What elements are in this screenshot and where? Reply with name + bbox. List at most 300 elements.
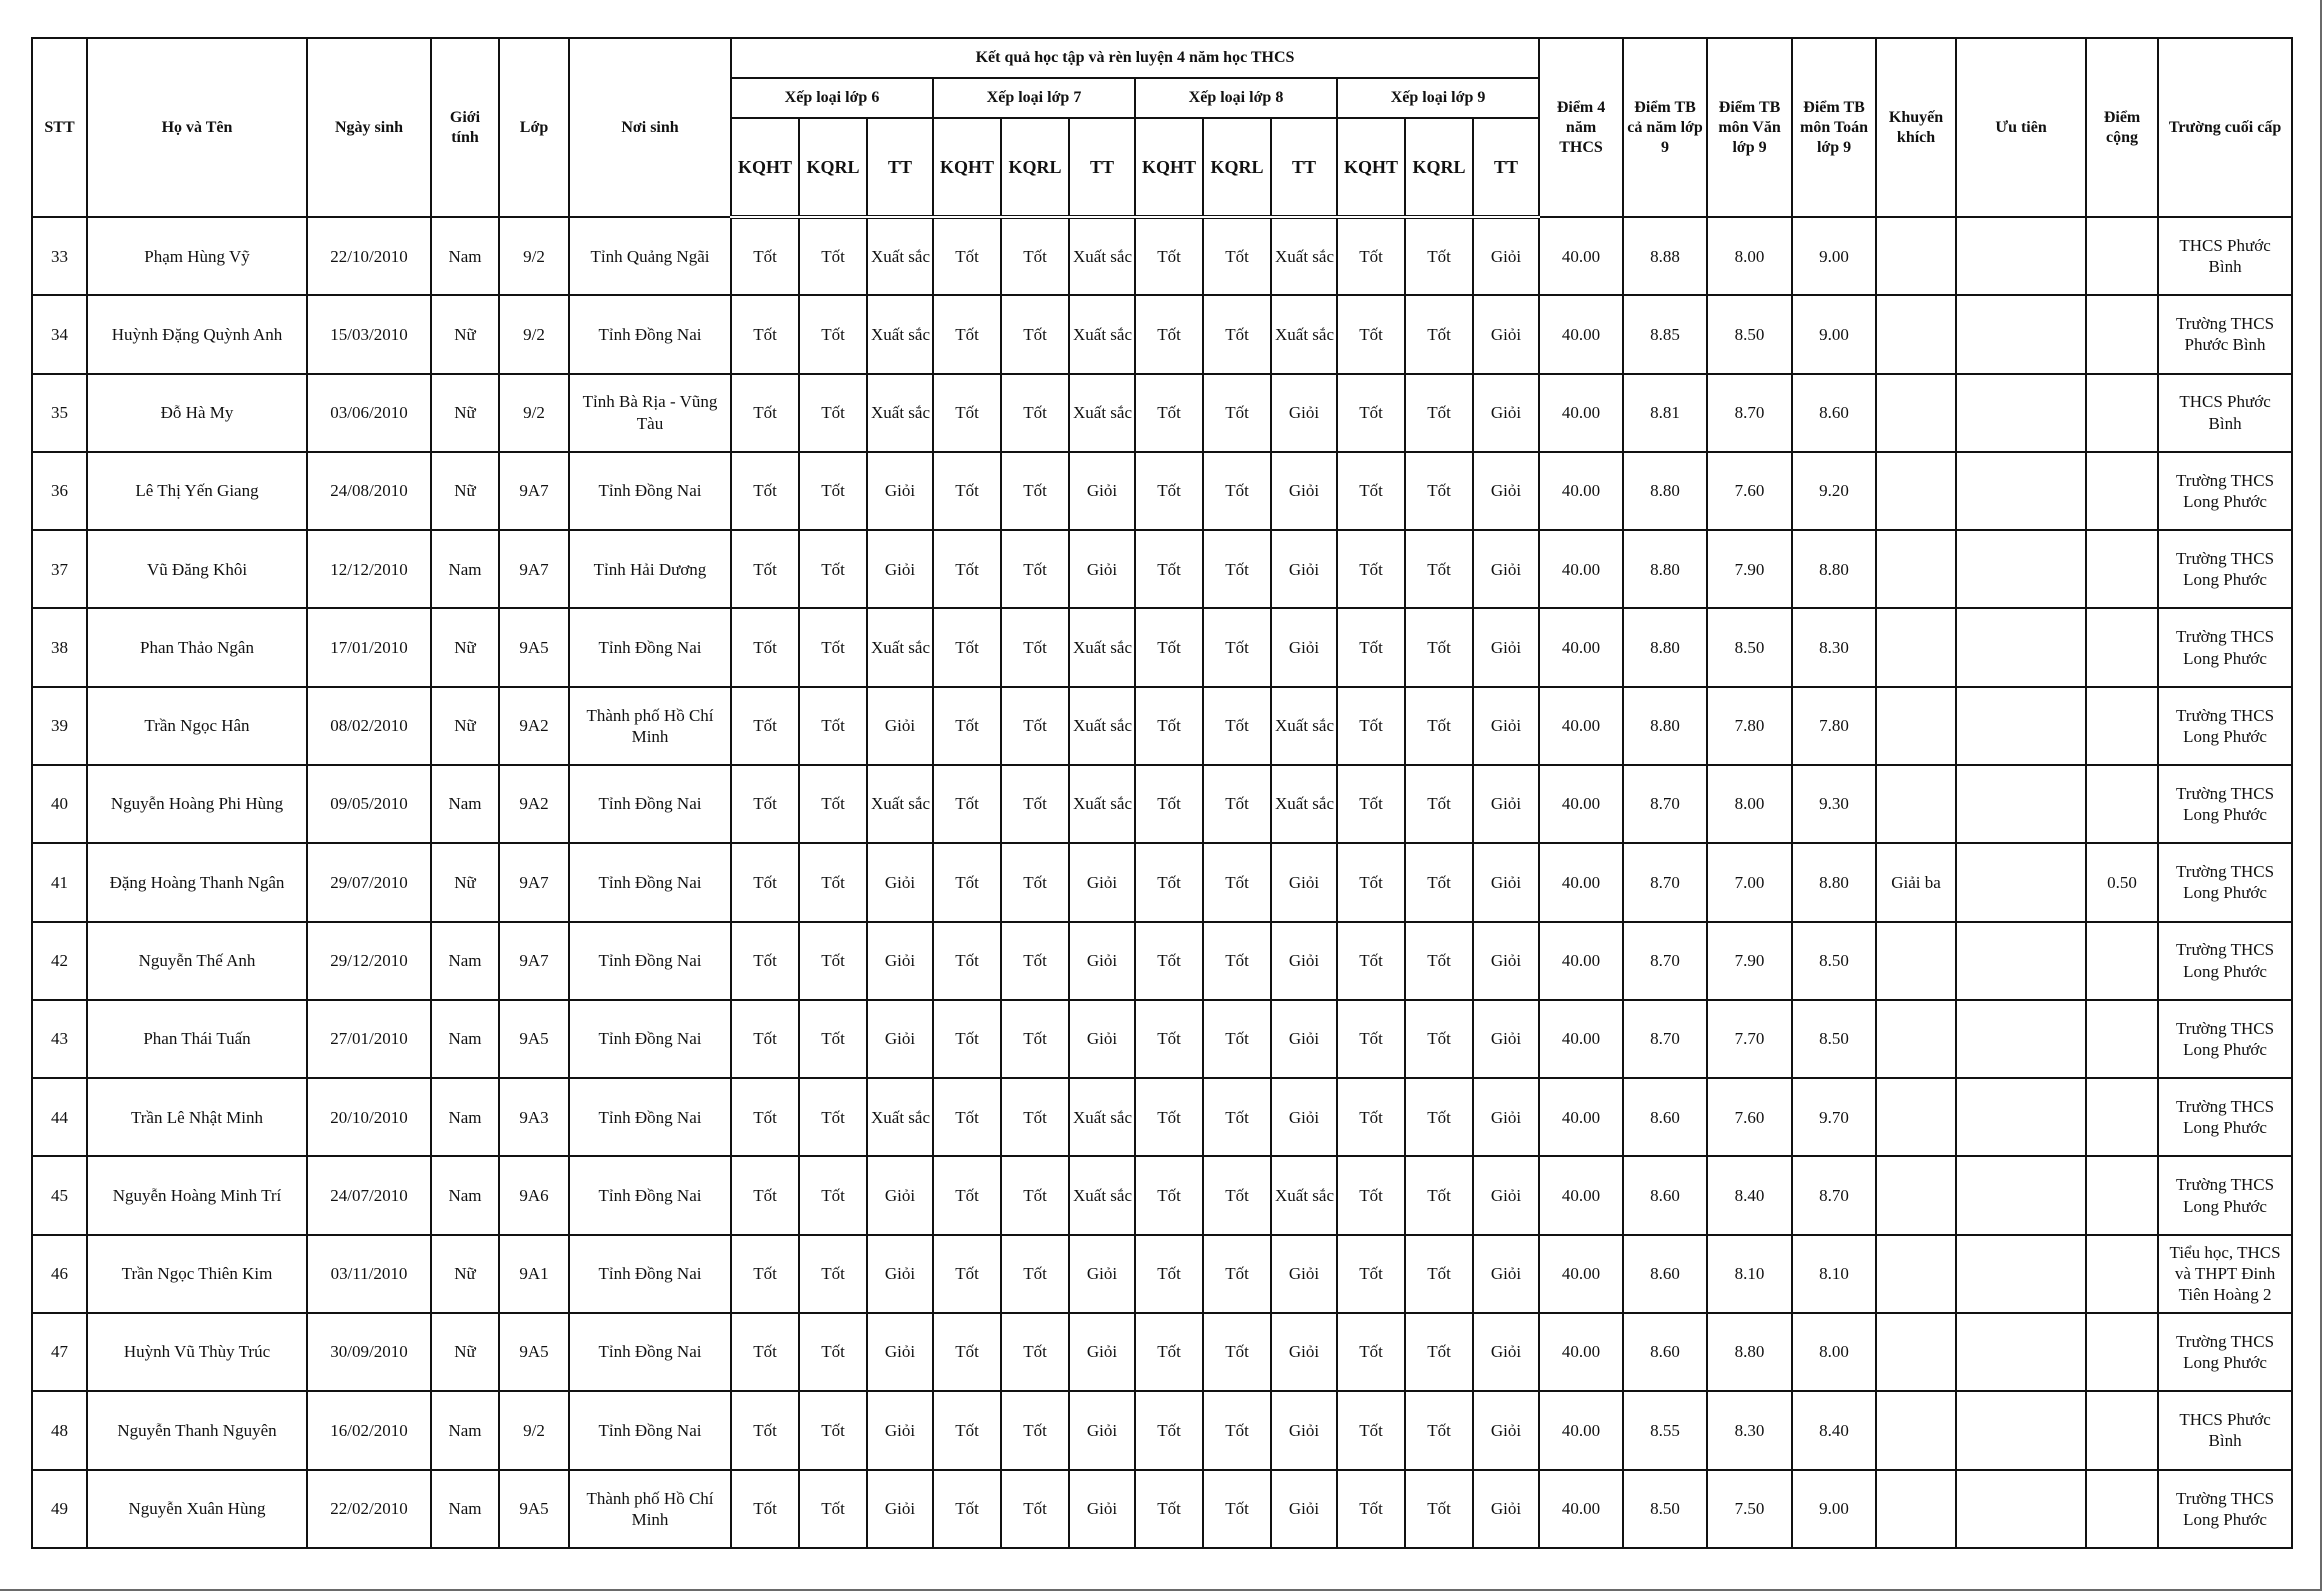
cell-grade-7-kqrl: Tốt (1001, 765, 1069, 843)
cell-grade-9-tt: Giỏi (1473, 1313, 1539, 1391)
cell-tb-toan: 8.50 (1792, 1000, 1876, 1078)
header-tb-ca-nam: Điểm TB cả năm lớp 9 (1623, 38, 1707, 217)
cell-truong-cuoi-cap: Trường THCS Phước Bình (2158, 295, 2292, 373)
header-diem-4-nam: Điểm 4 năm THCS (1539, 38, 1623, 217)
header-tt: TT (1069, 118, 1135, 217)
cell-grade-7-tt: Giỏi (1069, 1391, 1135, 1469)
cell-grade-6-kqrl: Tốt (799, 1235, 867, 1313)
cell-grade-7-kqrl: Tốt (1001, 1313, 1069, 1391)
cell-class: 9A2 (499, 765, 569, 843)
cell-grade-9-kqht: Tốt (1337, 1156, 1405, 1234)
cell-grade-7-kqrl: Tốt (1001, 374, 1069, 452)
cell-grade-7-tt: Giỏi (1069, 452, 1135, 530)
cell-grade-9-tt: Giỏi (1473, 608, 1539, 686)
cell-class: 9A5 (499, 1470, 569, 1549)
cell-grade-8-kqht: Tốt (1135, 1391, 1203, 1469)
cell-grade-8-kqht: Tốt (1135, 1000, 1203, 1078)
cell-grade-6-kqrl: Tốt (799, 217, 867, 295)
header-class: Lớp (499, 38, 569, 217)
cell-birthplace: Tỉnh Đồng Nai (569, 608, 731, 686)
cell-grade-8-kqrl: Tốt (1203, 608, 1271, 686)
cell-grade-8-kqrl: Tốt (1203, 452, 1271, 530)
cell-grade-6-kqht: Tốt (731, 608, 799, 686)
cell-class: 9A6 (499, 1156, 569, 1234)
cell-khuyen-khich (1876, 687, 1956, 765)
cell-name: Nguyễn Hoàng Phi Hùng (87, 765, 307, 843)
cell-khuyen-khich (1876, 295, 1956, 373)
cell-name: Phạm Hùng Vỹ (87, 217, 307, 295)
cell-stt: 34 (32, 295, 87, 373)
cell-dob: 16/02/2010 (307, 1391, 431, 1469)
cell-tb-ca-nam: 8.80 (1623, 687, 1707, 765)
cell-stt: 33 (32, 217, 87, 295)
cell-diem-4-nam: 40.00 (1539, 687, 1623, 765)
cell-grade-9-tt: Giỏi (1473, 1470, 1539, 1549)
cell-grade-8-kqht: Tốt (1135, 452, 1203, 530)
cell-stt: 43 (32, 1000, 87, 1078)
cell-grade-6-tt: Giỏi (867, 922, 933, 1000)
cell-grade-8-tt: Giỏi (1271, 922, 1337, 1000)
header-tt: TT (1271, 118, 1337, 217)
cell-truong-cuoi-cap: THCS Phước Bình (2158, 374, 2292, 452)
cell-uu-tien (1956, 1156, 2086, 1234)
header-name: Họ và Tên (87, 38, 307, 217)
cell-grade-9-kqht: Tốt (1337, 1470, 1405, 1549)
cell-truong-cuoi-cap: Trường THCS Long Phước (2158, 608, 2292, 686)
table-row (32, 1000, 2292, 1078)
cell-tb-toan: 8.40 (1792, 1391, 1876, 1469)
cell-grade-6-tt: Giỏi (867, 1000, 933, 1078)
cell-grade-6-tt: Xuất sắc (867, 765, 933, 843)
cell-tb-toan: 9.20 (1792, 452, 1876, 530)
cell-diem-cong (2086, 1078, 2158, 1156)
cell-name: Trần Ngọc Thiên Kim (87, 1235, 307, 1313)
cell-dob: 03/11/2010 (307, 1235, 431, 1313)
cell-grade-7-kqht: Tốt (933, 217, 1001, 295)
cell-tb-ca-nam: 8.60 (1623, 1156, 1707, 1234)
header-kqrl: KQRL (799, 118, 867, 217)
cell-grade-9-kqht: Tốt (1337, 1313, 1405, 1391)
cell-class: 9/2 (499, 295, 569, 373)
cell-grade-9-kqrl: Tốt (1405, 374, 1473, 452)
cell-grade-9-tt: Giỏi (1473, 922, 1539, 1000)
cell-tb-van: 7.70 (1707, 1000, 1792, 1078)
cell-grade-7-tt: Xuất sắc (1069, 765, 1135, 843)
cell-grade-7-tt: Giỏi (1069, 1235, 1135, 1313)
cell-class: 9A7 (499, 530, 569, 608)
cell-grade-6-kqht: Tốt (731, 765, 799, 843)
cell-uu-tien (1956, 452, 2086, 530)
cell-grade-6-kqht: Tốt (731, 1391, 799, 1469)
header-kqht: KQHT (1337, 118, 1405, 217)
cell-grade-7-kqrl: Tốt (1001, 1078, 1069, 1156)
cell-tb-van: 7.00 (1707, 843, 1792, 921)
cell-name: Trần Lê Nhật Minh (87, 1078, 307, 1156)
cell-grade-9-kqrl: Tốt (1405, 843, 1473, 921)
cell-dob: 03/06/2010 (307, 374, 431, 452)
cell-grade-6-kqrl: Tốt (799, 687, 867, 765)
cell-grade-6-kqht: Tốt (731, 374, 799, 452)
cell-grade-8-kqrl: Tốt (1203, 1313, 1271, 1391)
cell-tb-van: 8.10 (1707, 1235, 1792, 1313)
table-row (32, 843, 2292, 921)
cell-truong-cuoi-cap: Trường THCS Long Phước (2158, 922, 2292, 1000)
table-row (32, 217, 2292, 295)
cell-diem-4-nam: 40.00 (1539, 1078, 1623, 1156)
cell-class: 9A7 (499, 922, 569, 1000)
cell-diem-cong (2086, 530, 2158, 608)
cell-diem-4-nam: 40.00 (1539, 843, 1623, 921)
cell-birthplace: Tỉnh Đồng Nai (569, 1235, 731, 1313)
cell-grade-9-kqht: Tốt (1337, 1078, 1405, 1156)
cell-name: Đỗ Hà My (87, 374, 307, 452)
cell-tb-toan: 7.80 (1792, 687, 1876, 765)
cell-tb-van: 8.50 (1707, 608, 1792, 686)
cell-grade-6-kqrl: Tốt (799, 843, 867, 921)
cell-diem-4-nam: 40.00 (1539, 530, 1623, 608)
cell-grade-6-kqht: Tốt (731, 1000, 799, 1078)
header-grade-7: Xếp loại lớp 7 (933, 78, 1135, 118)
cell-tb-toan: 9.00 (1792, 1470, 1876, 1549)
cell-grade-6-tt: Giỏi (867, 687, 933, 765)
cell-gender: Nữ (431, 295, 499, 373)
cell-khuyen-khich (1876, 1000, 1956, 1078)
cell-grade-8-kqrl: Tốt (1203, 843, 1271, 921)
table-row (32, 765, 2292, 843)
cell-tb-van: 8.70 (1707, 374, 1792, 452)
cell-grade-8-tt: Giỏi (1271, 374, 1337, 452)
cell-grade-9-tt: Giỏi (1473, 765, 1539, 843)
cell-grade-7-kqht: Tốt (933, 765, 1001, 843)
cell-grade-7-kqrl: Tốt (1001, 1000, 1069, 1078)
cell-grade-8-tt: Giỏi (1271, 1000, 1337, 1078)
cell-grade-8-tt: Giỏi (1271, 530, 1337, 608)
cell-tb-toan: 8.30 (1792, 608, 1876, 686)
cell-grade-9-tt: Giỏi (1473, 530, 1539, 608)
cell-tb-ca-nam: 8.80 (1623, 452, 1707, 530)
table-row (32, 1235, 2292, 1313)
cell-grade-6-kqht: Tốt (731, 295, 799, 373)
header-diem-cong: Điểm cộng (2086, 38, 2158, 217)
cell-grade-6-kqht: Tốt (731, 1470, 799, 1549)
cell-gender: Nam (431, 1156, 499, 1234)
cell-tb-ca-nam: 8.88 (1623, 217, 1707, 295)
cell-grade-8-kqrl: Tốt (1203, 530, 1271, 608)
cell-tb-toan: 8.70 (1792, 1156, 1876, 1234)
cell-grade-8-kqht: Tốt (1135, 1470, 1203, 1549)
cell-class: 9A5 (499, 1313, 569, 1391)
cell-class: 9A1 (499, 1235, 569, 1313)
cell-tb-van: 8.40 (1707, 1156, 1792, 1234)
cell-grade-8-kqht: Tốt (1135, 1078, 1203, 1156)
cell-grade-6-kqrl: Tốt (799, 1156, 867, 1234)
cell-tb-ca-nam: 8.80 (1623, 608, 1707, 686)
cell-truong-cuoi-cap: Trường THCS Long Phước (2158, 1078, 2292, 1156)
cell-grade-7-kqrl: Tốt (1001, 217, 1069, 295)
cell-grade-8-kqrl: Tốt (1203, 1470, 1271, 1549)
header-birthplace: Nơi sinh (569, 38, 731, 217)
cell-grade-7-tt: Xuất sắc (1069, 687, 1135, 765)
cell-grade-9-kqrl: Tốt (1405, 452, 1473, 530)
header-tt: TT (1473, 118, 1539, 217)
cell-diem-4-nam: 40.00 (1539, 1391, 1623, 1469)
cell-grade-6-kqrl: Tốt (799, 1078, 867, 1156)
cell-diem-cong (2086, 1156, 2158, 1234)
table-row (32, 1078, 2292, 1156)
cell-grade-6-tt: Giỏi (867, 1156, 933, 1234)
cell-truong-cuoi-cap: Trường THCS Long Phước (2158, 1000, 2292, 1078)
cell-gender: Nam (431, 530, 499, 608)
cell-grade-6-kqht: Tốt (731, 687, 799, 765)
cell-class: 9/2 (499, 1391, 569, 1469)
cell-grade-6-kqht: Tốt (731, 922, 799, 1000)
header-kqht: KQHT (731, 118, 799, 217)
cell-tb-ca-nam: 8.70 (1623, 1000, 1707, 1078)
cell-grade-9-kqrl: Tốt (1405, 608, 1473, 686)
cell-grade-7-kqrl: Tốt (1001, 295, 1069, 373)
cell-tb-toan: 9.70 (1792, 1078, 1876, 1156)
cell-tb-ca-nam: 8.70 (1623, 843, 1707, 921)
cell-grade-8-kqht: Tốt (1135, 217, 1203, 295)
cell-grade-8-kqrl: Tốt (1203, 217, 1271, 295)
cell-stt: 41 (32, 843, 87, 921)
cell-grade-7-kqrl: Tốt (1001, 608, 1069, 686)
cell-grade-9-kqrl: Tốt (1405, 1313, 1473, 1391)
cell-birthplace: Tỉnh Đồng Nai (569, 1156, 731, 1234)
cell-name: Lê Thị Yến Giang (87, 452, 307, 530)
cell-grade-9-kqht: Tốt (1337, 922, 1405, 1000)
cell-grade-6-tt: Xuất sắc (867, 217, 933, 295)
cell-grade-9-tt: Giỏi (1473, 452, 1539, 530)
cell-grade-7-kqht: Tốt (933, 922, 1001, 1000)
table-row (32, 295, 2292, 373)
cell-grade-9-kqht: Tốt (1337, 217, 1405, 295)
cell-name: Phan Thảo Ngân (87, 608, 307, 686)
table-row (32, 922, 2292, 1000)
cell-grade-9-tt: Giỏi (1473, 1156, 1539, 1234)
header-tt: TT (867, 118, 933, 217)
cell-khuyen-khich (1876, 1391, 1956, 1469)
cell-grade-9-tt: Giỏi (1473, 843, 1539, 921)
cell-grade-8-kqht: Tốt (1135, 295, 1203, 373)
cell-grade-8-kqht: Tốt (1135, 765, 1203, 843)
cell-tb-van: 8.30 (1707, 1391, 1792, 1469)
cell-grade-8-tt: Xuất sắc (1271, 1156, 1337, 1234)
cell-dob: 29/07/2010 (307, 843, 431, 921)
cell-khuyen-khich (1876, 765, 1956, 843)
cell-grade-7-kqrl: Tốt (1001, 452, 1069, 530)
header-grade-8: Xếp loại lớp 8 (1135, 78, 1337, 118)
cell-grade-6-tt: Xuất sắc (867, 374, 933, 452)
cell-khuyen-khich (1876, 374, 1956, 452)
cell-grade-9-kqht: Tốt (1337, 765, 1405, 843)
cell-grade-7-kqht: Tốt (933, 452, 1001, 530)
cell-dob: 24/08/2010 (307, 452, 431, 530)
cell-tb-ca-nam: 8.50 (1623, 1470, 1707, 1549)
cell-grade-7-tt: Xuất sắc (1069, 1078, 1135, 1156)
cell-grade-7-kqht: Tốt (933, 608, 1001, 686)
cell-grade-8-kqht: Tốt (1135, 608, 1203, 686)
cell-grade-8-kqrl: Tốt (1203, 922, 1271, 1000)
cell-tb-toan: 9.00 (1792, 295, 1876, 373)
cell-grade-9-kqht: Tốt (1337, 374, 1405, 452)
cell-uu-tien (1956, 1000, 2086, 1078)
cell-dob: 12/12/2010 (307, 530, 431, 608)
cell-grade-6-kqht: Tốt (731, 530, 799, 608)
cell-grade-9-tt: Giỏi (1473, 374, 1539, 452)
cell-grade-7-tt: Xuất sắc (1069, 608, 1135, 686)
cell-khuyen-khich: Giải ba (1876, 843, 1956, 921)
cell-grade-6-kqrl: Tốt (799, 295, 867, 373)
cell-grade-9-tt: Giỏi (1473, 1235, 1539, 1313)
cell-name: Huỳnh Vũ Thùy Trúc (87, 1313, 307, 1391)
cell-tb-van: 8.50 (1707, 295, 1792, 373)
cell-grade-9-tt: Giỏi (1473, 687, 1539, 765)
cell-tb-van: 8.80 (1707, 1313, 1792, 1391)
cell-grade-7-kqrl: Tốt (1001, 1470, 1069, 1549)
cell-name: Nguyễn Thế Anh (87, 922, 307, 1000)
cell-diem-4-nam: 40.00 (1539, 1000, 1623, 1078)
table-row (32, 530, 2292, 608)
cell-grade-7-tt: Xuất sắc (1069, 374, 1135, 452)
cell-grade-8-kqht: Tốt (1135, 1313, 1203, 1391)
cell-diem-4-nam: 40.00 (1539, 374, 1623, 452)
cell-name: Nguyễn Hoàng Minh Trí (87, 1156, 307, 1234)
cell-grade-7-kqht: Tốt (933, 1156, 1001, 1234)
cell-class: 9A5 (499, 1000, 569, 1078)
header-gender: Giới tính (431, 38, 499, 217)
cell-name: Nguyễn Thanh Nguyên (87, 1391, 307, 1469)
cell-khuyen-khich (1876, 530, 1956, 608)
cell-tb-ca-nam: 8.60 (1623, 1235, 1707, 1313)
cell-grade-6-tt: Giỏi (867, 530, 933, 608)
header-kqrl: KQRL (1405, 118, 1473, 217)
cell-diem-4-nam: 40.00 (1539, 452, 1623, 530)
cell-uu-tien (1956, 1313, 2086, 1391)
cell-grade-9-kqht: Tốt (1337, 1000, 1405, 1078)
table-row (32, 452, 2292, 530)
table-row (32, 374, 2292, 452)
cell-dob: 22/10/2010 (307, 217, 431, 295)
cell-grade-8-kqrl: Tốt (1203, 1156, 1271, 1234)
header-results-group: Kết quả học tập và rèn luyện 4 năm học THCS (731, 38, 1539, 78)
cell-tb-ca-nam: 8.60 (1623, 1078, 1707, 1156)
cell-gender: Nữ (431, 843, 499, 921)
cell-grade-9-kqht: Tốt (1337, 530, 1405, 608)
cell-grade-7-tt: Xuất sắc (1069, 217, 1135, 295)
header-dob: Ngày sinh (307, 38, 431, 217)
cell-name: Đặng Hoàng Thanh Ngân (87, 843, 307, 921)
cell-grade-6-kqht: Tốt (731, 1078, 799, 1156)
cell-grade-6-tt: Xuất sắc (867, 1078, 933, 1156)
cell-stt: 46 (32, 1235, 87, 1313)
cell-stt: 48 (32, 1391, 87, 1469)
cell-tb-van: 7.90 (1707, 922, 1792, 1000)
cell-diem-4-nam: 40.00 (1539, 1235, 1623, 1313)
cell-diem-4-nam: 40.00 (1539, 217, 1623, 295)
cell-tb-van: 8.00 (1707, 765, 1792, 843)
cell-grade-9-tt: Giỏi (1473, 217, 1539, 295)
cell-diem-cong (2086, 1391, 2158, 1469)
cell-dob: 29/12/2010 (307, 922, 431, 1000)
cell-truong-cuoi-cap: Trường THCS Long Phước (2158, 765, 2292, 843)
cell-diem-cong (2086, 687, 2158, 765)
cell-khuyen-khich (1876, 1235, 1956, 1313)
cell-grade-7-kqht: Tốt (933, 1391, 1001, 1469)
cell-uu-tien (1956, 765, 2086, 843)
cell-diem-cong (2086, 295, 2158, 373)
cell-grade-8-tt: Giỏi (1271, 608, 1337, 686)
cell-grade-8-kqrl: Tốt (1203, 374, 1271, 452)
cell-truong-cuoi-cap: Trường THCS Long Phước (2158, 843, 2292, 921)
cell-uu-tien (1956, 1235, 2086, 1313)
cell-grade-8-tt: Xuất sắc (1271, 295, 1337, 373)
cell-grade-8-kqht: Tốt (1135, 530, 1203, 608)
cell-grade-8-kqht: Tốt (1135, 374, 1203, 452)
table-row (32, 687, 2292, 765)
cell-grade-9-kqrl: Tốt (1405, 217, 1473, 295)
cell-grade-9-kqht: Tốt (1337, 452, 1405, 530)
cell-tb-van: 7.50 (1707, 1470, 1792, 1549)
cell-grade-9-tt: Giỏi (1473, 1078, 1539, 1156)
cell-stt: 39 (32, 687, 87, 765)
cell-tb-van: 7.90 (1707, 530, 1792, 608)
cell-grade-7-kqht: Tốt (933, 1470, 1001, 1549)
cell-birthplace: Tỉnh Bà Rịa - Vũng Tàu (569, 374, 731, 452)
cell-grade-6-tt: Giỏi (867, 452, 933, 530)
cell-stt: 37 (32, 530, 87, 608)
header-uu-tien: Ưu tiên (1956, 38, 2086, 217)
cell-dob: 20/10/2010 (307, 1078, 431, 1156)
cell-birthplace: Tỉnh Đồng Nai (569, 295, 731, 373)
cell-diem-cong (2086, 765, 2158, 843)
cell-gender: Nam (431, 765, 499, 843)
cell-grade-9-kqht: Tốt (1337, 608, 1405, 686)
cell-stt: 40 (32, 765, 87, 843)
cell-tb-toan: 8.10 (1792, 1235, 1876, 1313)
cell-grade-7-kqht: Tốt (933, 1235, 1001, 1313)
cell-uu-tien (1956, 687, 2086, 765)
cell-grade-9-kqrl: Tốt (1405, 765, 1473, 843)
cell-grade-6-kqrl: Tốt (799, 374, 867, 452)
cell-grade-8-tt: Giỏi (1271, 1391, 1337, 1469)
cell-grade-8-kqrl: Tốt (1203, 1000, 1271, 1078)
cell-tb-ca-nam: 8.80 (1623, 530, 1707, 608)
cell-tb-toan: 8.60 (1792, 374, 1876, 452)
cell-truong-cuoi-cap: Tiểu học, THCS và THPT Đinh Tiên Hoàng 2 (2158, 1235, 2292, 1313)
cell-grade-9-kqrl: Tốt (1405, 687, 1473, 765)
cell-class: 9A3 (499, 1078, 569, 1156)
cell-grade-6-kqht: Tốt (731, 1313, 799, 1391)
cell-gender: Nam (431, 922, 499, 1000)
header-tb-van: Điểm TB môn Văn lớp 9 (1707, 38, 1792, 217)
cell-grade-8-kqht: Tốt (1135, 687, 1203, 765)
cell-grade-6-tt: Giỏi (867, 1313, 933, 1391)
cell-diem-4-nam: 40.00 (1539, 765, 1623, 843)
cell-tb-van: 7.60 (1707, 452, 1792, 530)
cell-uu-tien (1956, 217, 2086, 295)
cell-truong-cuoi-cap: THCS Phước Bình (2158, 217, 2292, 295)
cell-grade-8-tt: Giỏi (1271, 1235, 1337, 1313)
cell-grade-6-kqrl: Tốt (799, 922, 867, 1000)
cell-grade-8-tt: Xuất sắc (1271, 687, 1337, 765)
student-results-table (31, 37, 2293, 1549)
cell-grade-8-tt: Giỏi (1271, 1470, 1337, 1549)
cell-tb-toan: 8.00 (1792, 1313, 1876, 1391)
cell-tb-ca-nam: 8.55 (1623, 1391, 1707, 1469)
cell-diem-4-nam: 40.00 (1539, 1313, 1623, 1391)
cell-stt: 44 (32, 1078, 87, 1156)
